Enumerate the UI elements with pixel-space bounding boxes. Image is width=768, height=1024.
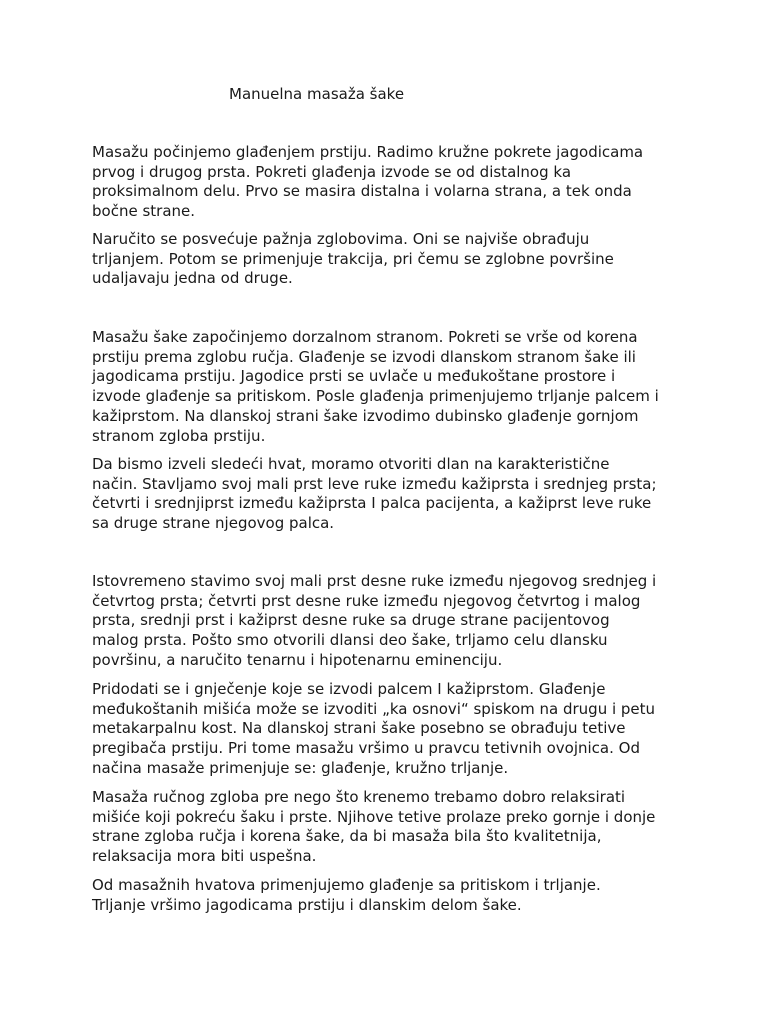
paragraph-2 bbox=[92, 230, 692, 289]
text-line: kažiprstom. Na dlanskoj strani šake izvodimo dubinsko glađenje gornjom bbox=[92, 406, 639, 425]
text-line: sa druge strane njegovog palca. bbox=[92, 514, 335, 533]
paragraph-1 bbox=[92, 143, 692, 222]
paragraph-4 bbox=[92, 455, 692, 534]
text-line: strane zgloba ručja i korena šake, da bi masaža bila što kvalitetnija, bbox=[92, 827, 602, 846]
text-line: metakarpalnu kost. Na dlanskoj strani šake posebno se obrađuju tetive bbox=[92, 719, 626, 738]
text-line: Naručito se posvećuje pažnja zglobovima. Oni se najviše obrađuju bbox=[92, 230, 590, 248]
paragraph-3 bbox=[92, 328, 692, 446]
text-line: jagodicama prstiju. Jagodice prsti se uvlače u međukoštane prostore i bbox=[92, 367, 616, 386]
text-line: načina masaže primenjuje se: glađenje, kružno trljanje. bbox=[92, 758, 509, 777]
document-title: Manuelna masaža šake bbox=[229, 85, 405, 103]
text-line: način. Stavljamo svoj mali prst leve ruke između kažiprsta i srednjeg prsta; bbox=[92, 474, 657, 493]
text-line: Pridodati se i gnječenje koje se izvodi palcem I kažiprstom. Glađenje bbox=[92, 680, 606, 698]
text-line: mišiće koji pokreću šaku i prste. Njihove tetive prolaze preko gornje i donje bbox=[92, 807, 656, 826]
text-line: Masažu počinjemo glađenjem prstiju. Radimo kružne pokrete jagodicama bbox=[92, 143, 644, 161]
text-line: pregibača prstiju. Pri tome masažu vršimo u pravcu tetivnih ovojnica. Od bbox=[92, 739, 640, 758]
text-line: površinu, a naručito tenarnu i hipotenarnu eminenciju. bbox=[92, 650, 503, 669]
text-line: relaksacija mora biti uspešna. bbox=[92, 847, 317, 866]
text-line: malog prsta. Pošto smo otvorili dlansi deo šake, trljamo celu dlansku bbox=[92, 631, 608, 650]
text-line: bočne strane. bbox=[92, 202, 196, 221]
paragraph-6 bbox=[92, 680, 692, 779]
text-line: Masažu šake započinjemo dorzalnom stranom. Pokreti se vrše od korena bbox=[92, 328, 638, 346]
paragraph-8 bbox=[92, 876, 692, 915]
text-line: četvrtog prsta; četvrti prst desne ruke između njegovog četvrtog i malog bbox=[92, 591, 641, 610]
text-line: četvrti i srednjiprst između kažiprsta I palca pacijenta, a kažiprst leve ruke bbox=[92, 494, 652, 513]
text-line: Trljanje vršimo jagodicama prstiju i dlanskim delom šake. bbox=[92, 895, 522, 914]
text-line: prstiju prema zglobu ručja. Glađenje se izvodi dlanskom stranom šake ili bbox=[92, 347, 636, 366]
text-line: Od masažnih hvatova primenjujemo glađenje sa pritiskom i trljanje. bbox=[92, 876, 601, 894]
text-line: Da bismo izveli sledeći hvat, moramo otvoriti dlan na karakteristične bbox=[92, 455, 610, 473]
paragraph-5 bbox=[92, 572, 692, 671]
text-line: trljanjem. Potom se primenjuje trakcija, pri čemu se zglobne površine bbox=[92, 249, 614, 268]
text-line: Masaža ručnog zgloba pre nego što krenemo trebamo dobro relaksirati bbox=[92, 788, 626, 806]
paragraph-7 bbox=[92, 788, 692, 867]
text-line: prsta, srednji prst i kažiprst desne ruke sa druge strane pacijentovog bbox=[92, 611, 610, 630]
text-line: proksimalnom delu. Prvo se masira distalna i volarna strana, a tek onda bbox=[92, 182, 632, 201]
text-line: prvog i drugog prsta. Pokreti glađenja izvode se od distalnog ka bbox=[92, 162, 572, 181]
text-line: izvode glađenje sa pritiskom. Posle glađenja primenjujemo trljanje palcem i bbox=[92, 387, 659, 406]
text-line: Istovremeno stavimo svoj mali prst desne ruke između njegovog srednjeg i bbox=[92, 572, 657, 590]
text-line: međukoštanih mišića može se izvoditi „ka osnovi“ spiskom na drugu i petu bbox=[92, 699, 656, 718]
text-line: stranom zgloba prstiju. bbox=[92, 426, 266, 445]
text-line: udaljavaju jedna od druge. bbox=[92, 269, 293, 288]
